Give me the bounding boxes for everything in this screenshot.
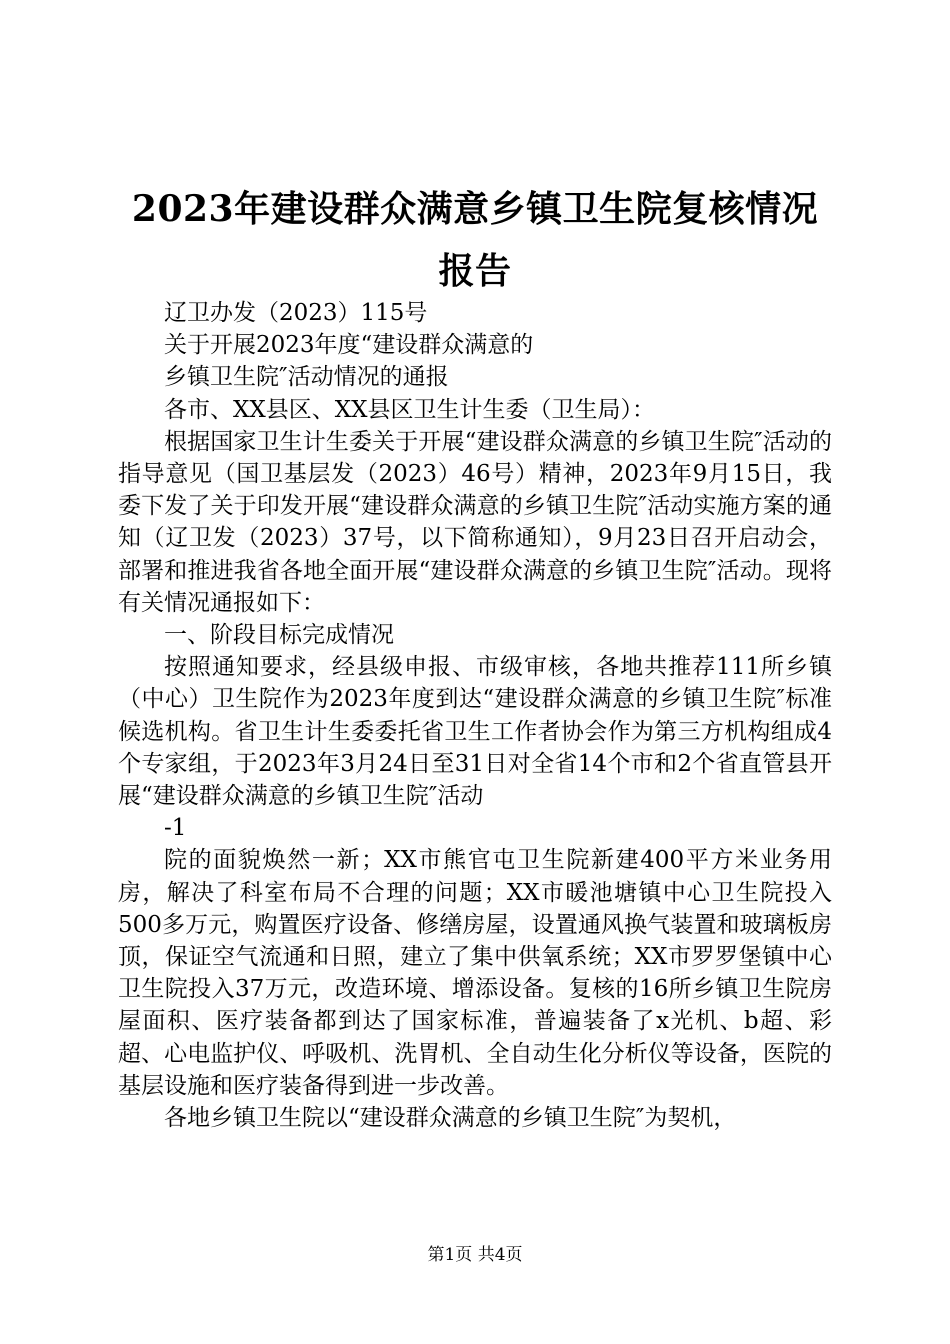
body-paragraph: 各地乡镇卫生院以“建设群众满意的乡镇卫生院″为契机， <box>164 1105 737 1132</box>
document-number: 辽卫办发（2023）115号 <box>164 300 428 326</box>
body-paragraph: 根据国家卫生计生委关于开展“建设群众满意的乡镇卫生院″活动的指导意见（国卫基层发（2023）46号）精神，2023年9月15日，我委下发了关于印发开展“建设群众满意的乡镇卫生院″活动实施方案的通知（辽卫发（2023）37号，以下简称通知），9月23日召开启动会，部署和推进我省各地全面开展“建设群众满意的乡镇卫生院″活动。现将有关情况通报如下： <box>118 428 832 616</box>
body-paragraph: 按照通知要求，经县级申报、市级审核，各地共推荐111所乡镇（中心）卫生院作为2023年度到达“建设群众满意的乡镇卫生院″标准候选机构。省卫生计生委委托省卫生工作者协会作为第三方机构组成4个专家组，于2023年3月24日至31日对全省14个市和2个省直管县开展“建设群众满意的乡镇卫生院″活动 <box>118 654 832 810</box>
page-footer <box>0 1244 950 1266</box>
document-title: 2023年建设群众满意乡镇卫生院复核情况报告 <box>131 188 819 292</box>
addressee-line: 各市、XX县区、XX县区卫生计生委（卫生局）： <box>164 396 655 423</box>
notice-title-line-1: 关于开展2023年度“建设群众满意的 <box>164 332 534 359</box>
section-heading: 一、阶段目标完成情况 <box>164 622 394 649</box>
document-body <box>118 297 832 1134</box>
inline-page-marker: -1 <box>164 815 187 842</box>
body-paragraph: 院的面貌焕然一新；XX市熊官屯卫生院新建400平方米业务用房，解决了科室布局不合理的问题；XX市暖池塘镇中心卫生院投入500多万元，购置医疗设备、修缮房屋，设置通风换气装置和玻璃板房顶，保证空气流通和日照，建立了集中供氧系统；XX市罗罗堡镇中心卫生院投入37万元，改造环境、增添设备。复核的16所乡镇卫生院房屋面积、医疗装备都到达了国家标准，普遍装备了x光机、b超、彩超、心电监护仪、呼吸机、洗胃机、全自动生化分析仪等设备，医院的基层设施和医疗装备得到进一步改善。 <box>118 847 832 1099</box>
notice-title-line-2: 乡镇卫生院″活动情况的通报 <box>164 364 449 391</box>
page-indicator: 第1页 共4页 <box>427 1245 523 1265</box>
